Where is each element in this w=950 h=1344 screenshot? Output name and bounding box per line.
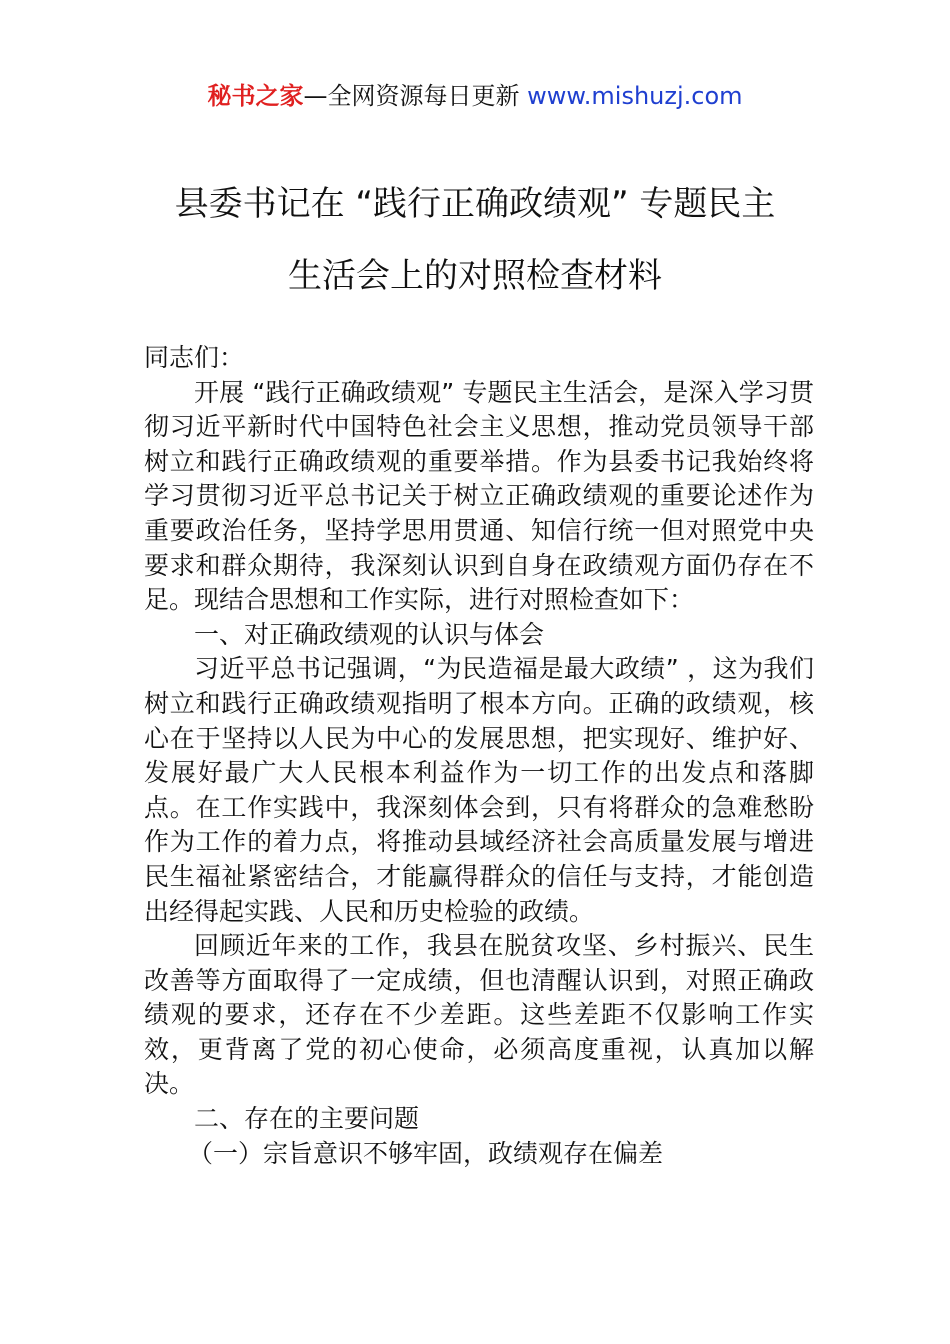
salutation: 同志们：	[144, 343, 245, 372]
section-2-subheading-1: （一）宗旨意识不够牢固，政绩观存在偏差	[188, 1138, 664, 1168]
document-title	[120, 168, 830, 312]
section-1-paragraph-1: 习近平总书记强调，“为民造福是最大政绩” ，这为我们树立和践行正确政绩观指明了根本方向。正确的政绩观，核心在于坚持以人民为中心的发展思想，把实现好、维护好、发展好最广大人民根本利益作为一切工作的出发点和落脚点。在工作实践中，我深刻体会到，只有将群众的急难愁盼作为工作的着力点，将推动县域经济社会高质量发展与增进民生福祉紧密结合，才能赢得群众的信任与支持，才能创造出经得起实践、人民和历史检验的政绩。	[144, 654, 814, 926]
site-url-link[interactable]: www.mishuzj.com	[527, 82, 743, 110]
site-header	[0, 80, 950, 112]
site-tagline: —全网资源每日更新	[303, 82, 528, 110]
site-brand: 秘书之家	[207, 82, 304, 110]
document-body	[144, 341, 814, 1171]
section-1-heading: 一、对正确政绩观的认识与体会	[194, 619, 545, 649]
section-2-heading: 二、存在的主要问题	[194, 1104, 420, 1134]
section-1-paragraph-2: 回顾近年来的工作，我县在脱贫攻坚、乡村振兴、民生改善等方面取得了一定成绩，但也清醒认识到，对照正确政绩观的要求，还存在不少差距。这些差距不仅影响工作实效，更背离了党的初心使命，必须高度重视，认真加以解决。	[144, 931, 814, 1099]
intro-paragraph: 开展 “践行正确政绩观” 专题民主生活会，是深入学习贯彻习近平新时代中国特色社会主义思想，推动党员领导干部树立和践行正确政绩观的重要举措。作为县委书记我始终将学习贯彻习近平总书记关于树立正确政绩观的重要论述作为重要政治任务，坚持学思用贯通、知信行统一但对照党中央要求和群众期待，我深刻认识到自身在政绩观方面仍存在不足。现结合思想和工作实际，进行对照检查如下：	[144, 377, 814, 615]
document-title-line-2: 生活会上的对照检查材料	[288, 256, 662, 296]
document-title-line-1: 县委书记在 “践行正确政绩观” 专题民主	[174, 184, 776, 224]
